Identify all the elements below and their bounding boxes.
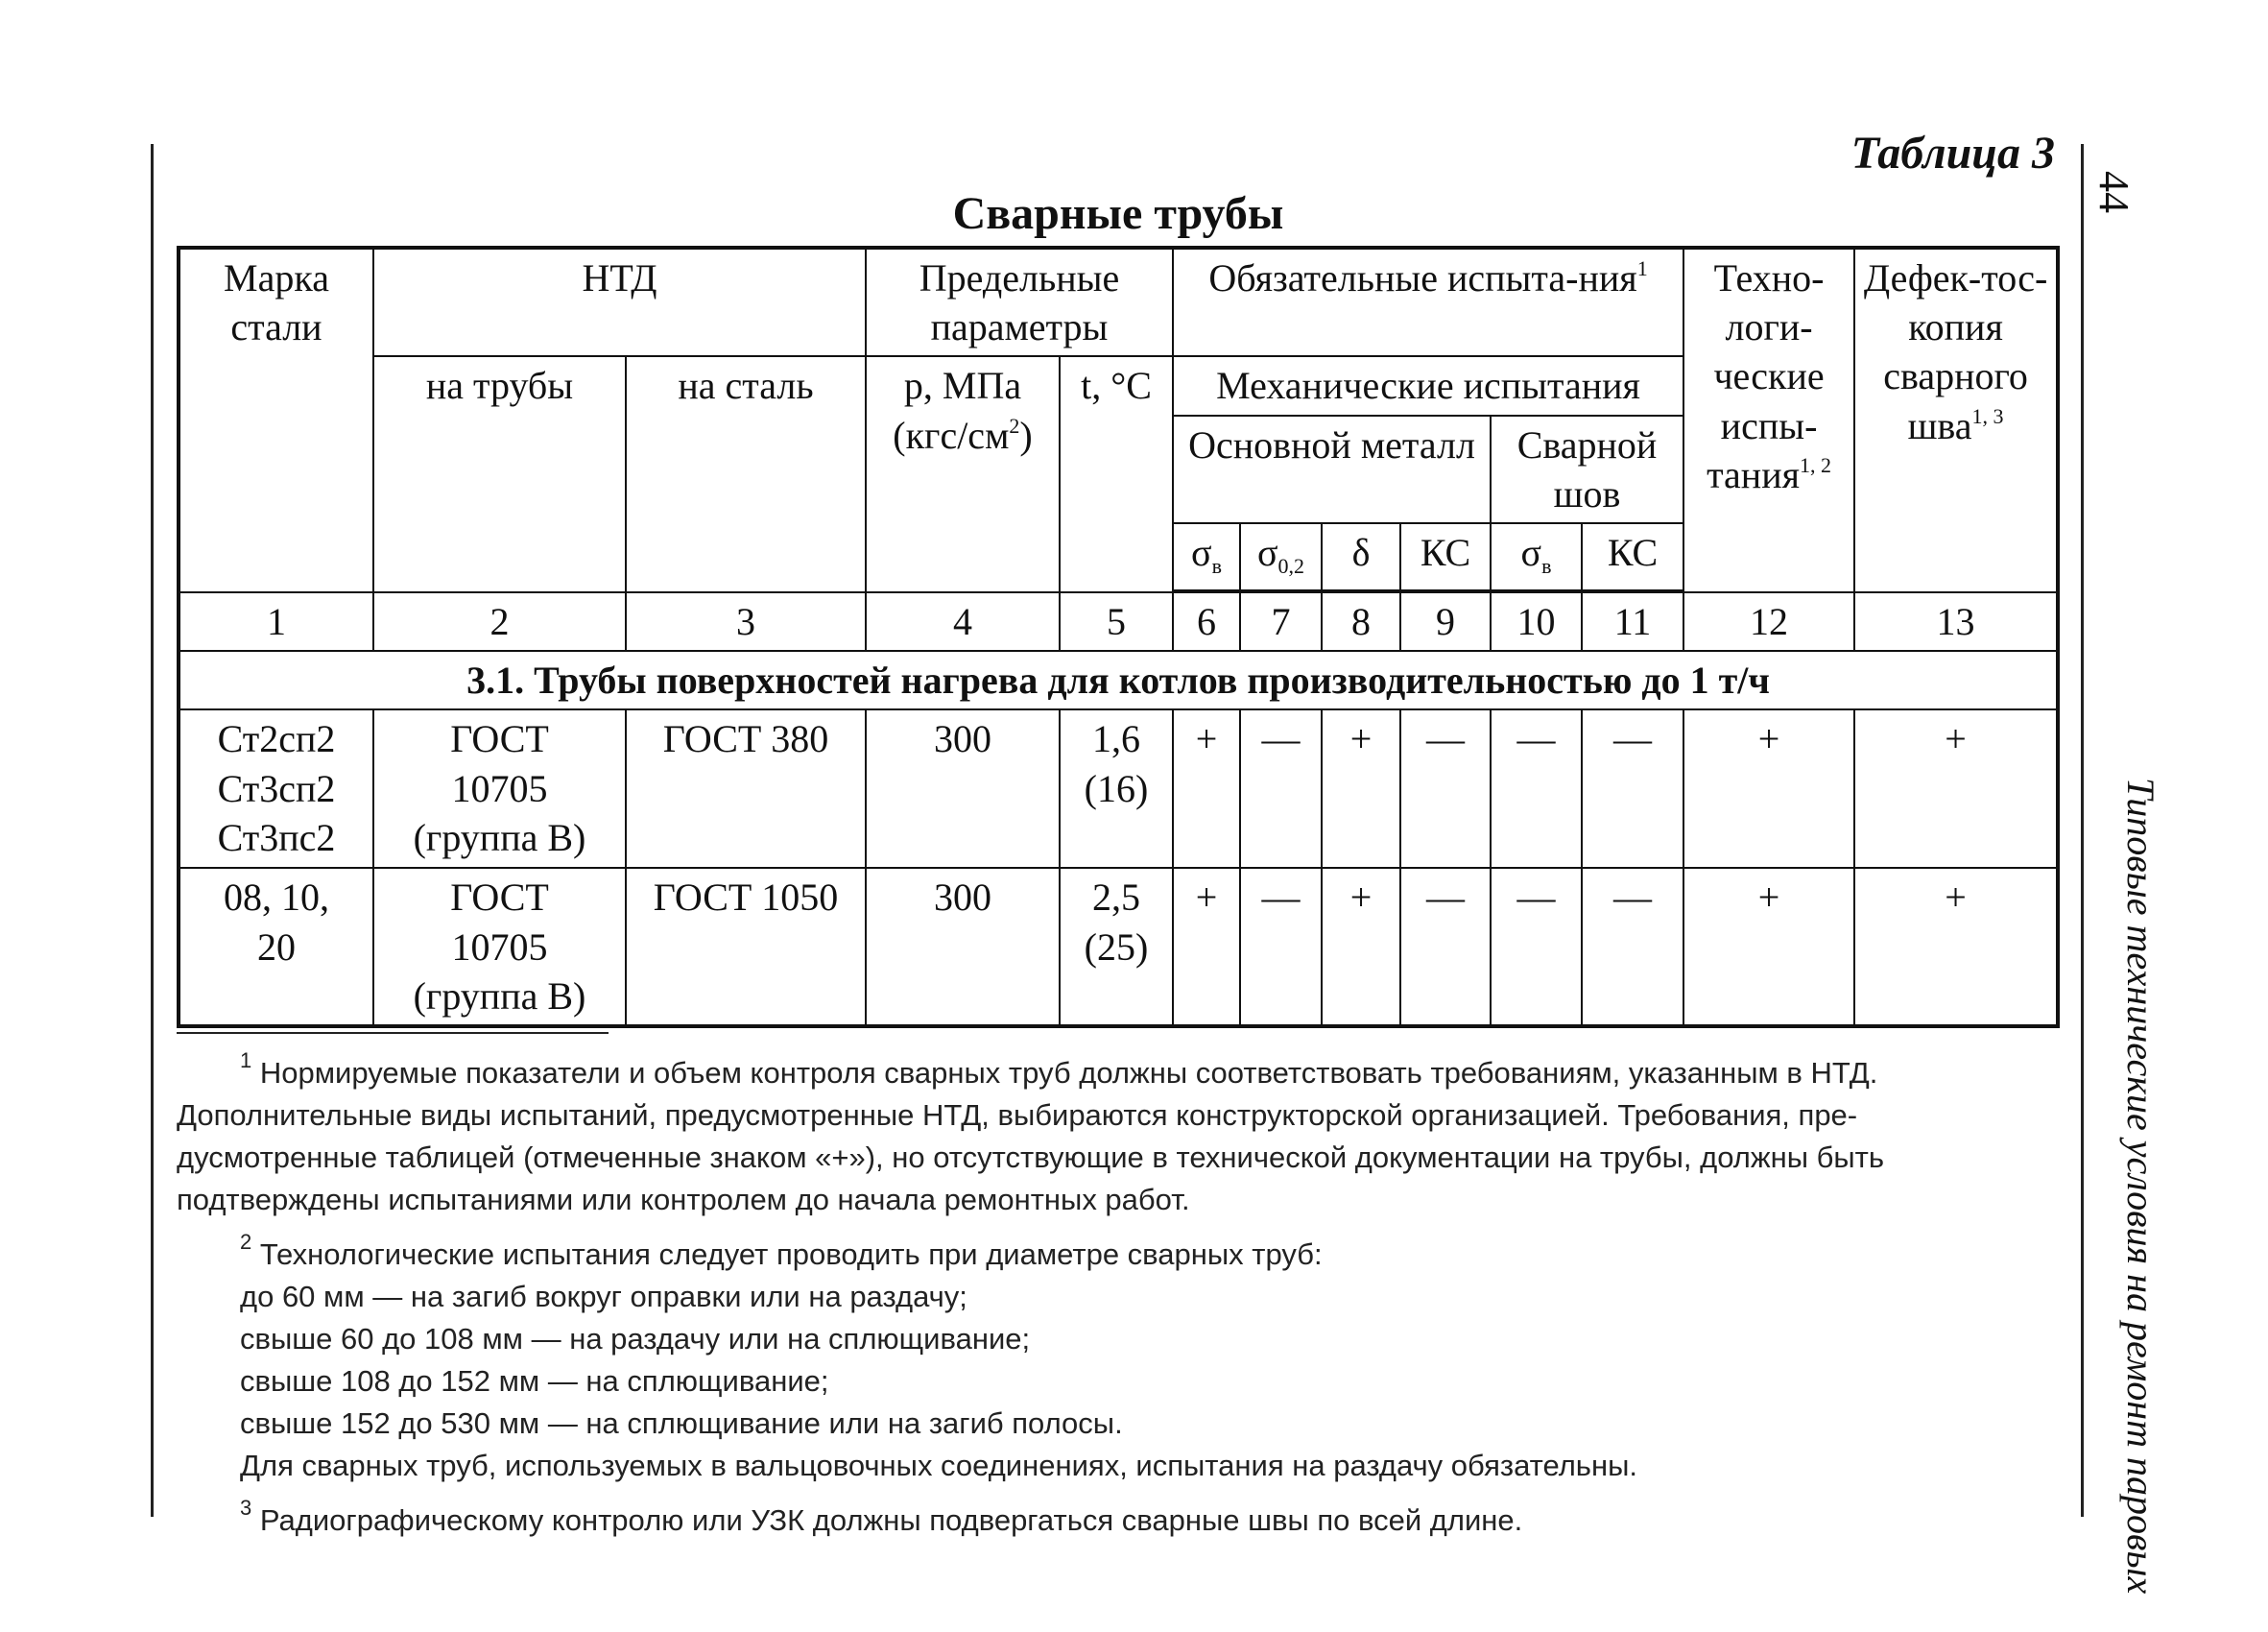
sigma-sub-v: в xyxy=(1541,553,1552,578)
pressure-unit-close: ) xyxy=(1019,413,1033,457)
cell-test: + xyxy=(1854,868,2058,1026)
header-sigma-v xyxy=(1173,523,1240,590)
header-mech-tests: Механические испытания xyxy=(1173,356,1683,415)
cell-test: — xyxy=(1491,868,1582,1026)
cell-test: + xyxy=(1683,709,1854,868)
footnote-2-line: свыше 152 до 530 мм — на сплющивание или на загиб полосы. xyxy=(240,1406,1123,1440)
header-delta: δ xyxy=(1322,523,1400,590)
pressure-unit-exp: 2 xyxy=(1009,413,1020,438)
cell-test: + xyxy=(1173,709,1240,868)
welded-pipes-table xyxy=(177,246,2060,1028)
table-label: Таблица 3 xyxy=(1850,128,2055,179)
col-number: 7 xyxy=(1240,592,1322,651)
footnote-mark: 2 xyxy=(240,1230,252,1254)
cell-ntd-steel: ГОСТ 380 xyxy=(626,709,866,868)
header-ntd-pipes: на трубы xyxy=(373,356,626,592)
sigma-symbol: σ xyxy=(1256,530,1278,574)
col-number: 1 xyxy=(179,592,373,651)
header-base-metal: Основной металл xyxy=(1173,416,1491,523)
column-number-row xyxy=(179,592,2058,651)
header-weld-seam: Сварной шов xyxy=(1491,416,1683,523)
cell-test: — xyxy=(1582,709,1683,868)
pressure-unit: (кгс/см xyxy=(893,413,1010,457)
cell-test: — xyxy=(1240,868,1322,1026)
col-number: 2 xyxy=(373,592,626,651)
footnote-2-line: свыше 60 до 108 мм — на раздачу или на сплющивание; xyxy=(240,1322,1031,1356)
col-number: 5 xyxy=(1060,592,1173,651)
cell-ntd-pipes: ГОСТ 10705 (группа В) xyxy=(373,868,626,1026)
col-number: 12 xyxy=(1683,592,1854,651)
cell-test: + xyxy=(1173,868,1240,1026)
running-head: Типовые технические условия на ремонт паровых xyxy=(2119,778,2162,1595)
mandatory-tests-text: Обязательные испыта-ния xyxy=(1208,256,1637,300)
left-margin-rule xyxy=(151,144,154,1517)
header-ks-weld: КС xyxy=(1582,523,1683,590)
footnote-2-line: Для сварных труб, используемых в вальцовочных соединениях, испытания на раздачу обязательны. xyxy=(240,1449,1637,1482)
sigma-symbol: σ xyxy=(1191,530,1212,574)
col-number: 4 xyxy=(866,592,1060,651)
col-number: 10 xyxy=(1491,592,1582,651)
header-pressure xyxy=(866,356,1060,592)
footnote-3 xyxy=(177,1487,2056,1542)
col-number: 3 xyxy=(626,592,866,651)
tech-tests-text: Техно-логи-ческие испы-тания xyxy=(1707,256,1825,496)
cell-temperature: 2,5 (25) xyxy=(1060,868,1173,1026)
cell-test: — xyxy=(1240,709,1322,868)
footnote-ref: 1, 3 xyxy=(1971,403,2004,428)
table-title: Сварные трубы xyxy=(952,188,1284,239)
pressure-label: р, МПа xyxy=(903,364,1022,408)
cell-ntd-steel: ГОСТ 1050 xyxy=(626,868,866,1026)
cell-test: + xyxy=(1322,868,1400,1026)
footnote-mark: 1 xyxy=(240,1048,252,1072)
table-row xyxy=(179,868,2058,1026)
defectoscopy-text: Дефек-тос-копия сварного шва xyxy=(1863,256,2048,447)
header-temperature: t, °С xyxy=(1060,356,1173,592)
header-ntd-steel: на сталь xyxy=(626,356,866,592)
header-steel-grade: Марка стали xyxy=(179,248,373,592)
cell-grade: Ст2сп2 Ст3сп2 Ст3пс2 xyxy=(179,709,373,868)
header-sigma-02 xyxy=(1240,523,1322,590)
footnote-2-text: Технологические испытания следует проводить при диаметре сварных труб: xyxy=(251,1237,1323,1271)
col-number: 13 xyxy=(1854,592,2058,651)
header-limit-params: Предельные параметры xyxy=(866,248,1173,356)
cell-test: + xyxy=(1322,709,1400,868)
sigma-sub-02: 0,2 xyxy=(1277,553,1305,578)
header-ks-base: КС xyxy=(1400,523,1491,590)
col-number: 11 xyxy=(1582,592,1683,651)
header-sigma-v-weld xyxy=(1491,523,1582,590)
header-tech-tests xyxy=(1683,248,1854,590)
col-number: 8 xyxy=(1322,592,1400,651)
cell-test: + xyxy=(1683,868,1854,1026)
header-mandatory-tests xyxy=(1173,248,1683,356)
footnote-2-line: свыше 108 до 152 мм — на сплющивание; xyxy=(240,1364,829,1398)
cell-test: — xyxy=(1582,868,1683,1026)
page-number: 44 xyxy=(2090,171,2137,213)
cell-test: — xyxy=(1400,709,1491,868)
cell-test: — xyxy=(1400,868,1491,1026)
right-margin-rule xyxy=(2081,144,2084,1517)
cell-pressure: 300 xyxy=(866,709,1060,868)
footnote-1 xyxy=(177,1040,2056,1221)
cell-test: + xyxy=(1854,709,2058,868)
section-title: 3.1. Трубы поверхностей нагрева для котлов производительностью до 1 т/ч xyxy=(179,651,2058,709)
col-number: 6 xyxy=(1173,592,1240,651)
cell-pressure: 300 xyxy=(866,868,1060,1026)
footnotes xyxy=(177,1032,2056,1542)
footnote-ref: 1, 2 xyxy=(1800,452,1832,477)
footnote-3-text: Радиографическому контролю или УЗК должны подвергаться сварные швы по всей длине. xyxy=(251,1503,1523,1537)
header-ntd: НТД xyxy=(373,248,866,356)
cell-test: — xyxy=(1491,709,1582,868)
footnote-mark: 3 xyxy=(240,1496,252,1520)
footnote-2 xyxy=(177,1221,2056,1276)
footnote-ref: 1 xyxy=(1636,256,1648,280)
footnote-rule xyxy=(177,1032,609,1034)
sigma-symbol: σ xyxy=(1520,530,1542,574)
cell-ntd-pipes: ГОСТ 10705 (группа В) xyxy=(373,709,626,868)
col-number: 9 xyxy=(1400,592,1491,651)
cell-temperature: 1,6 (16) xyxy=(1060,709,1173,868)
footnote-2-line: до 60 мм — на загиб вокруг оправки или на раздачу; xyxy=(240,1280,967,1313)
cell-grade: 08, 10, 20 xyxy=(179,868,373,1026)
sigma-sub-v: в xyxy=(1211,553,1222,578)
header-defectoscopy xyxy=(1854,248,2058,590)
footnote-1-text: Нормируемые показатели и объем контроля сварных труб должны соответствовать требованиям, указанным в НТД. Дополнительные виды испытаний, предусмотренные НТД, выбираются конструкторской организацией. Требования, пре-дусмотренные таблицей (отмеченные знаком «+»), но отсутствующие в технической документации на трубы, должны быть подтверждены испытаниями или контролем до начала ремонтных работ. xyxy=(177,1056,1885,1216)
table-row xyxy=(179,709,2058,868)
